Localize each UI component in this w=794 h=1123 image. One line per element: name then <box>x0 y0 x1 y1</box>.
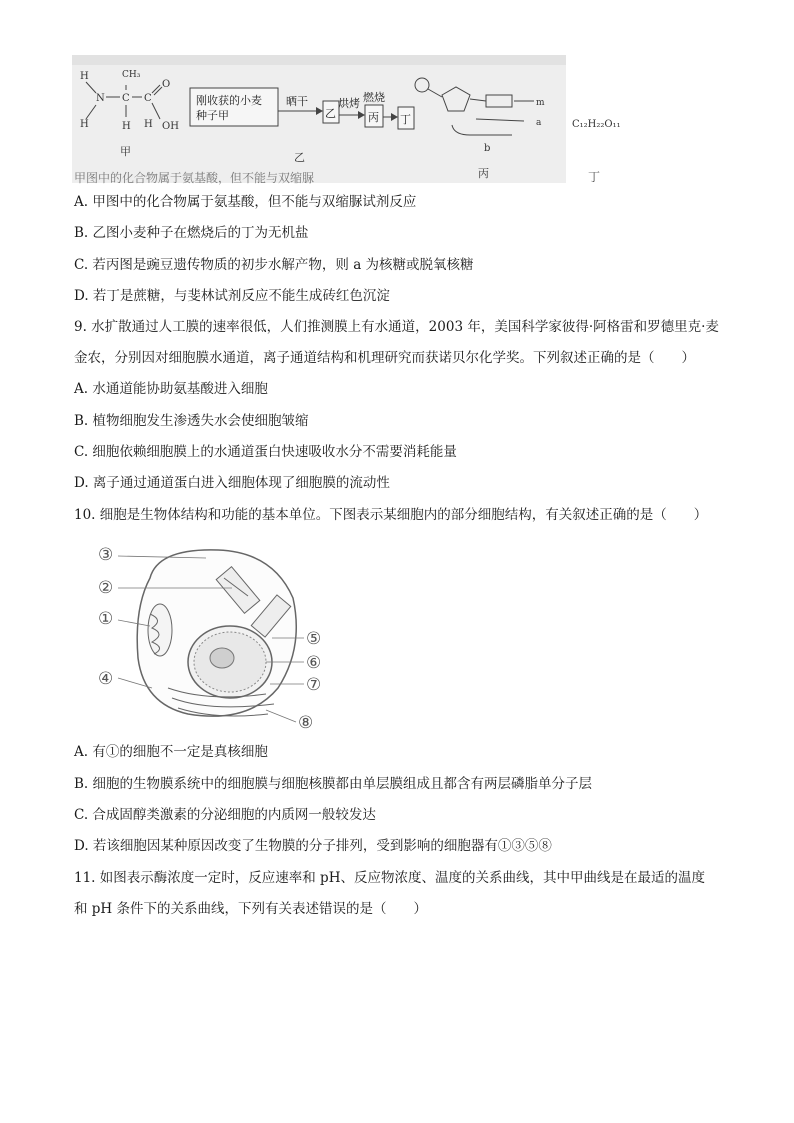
scan-cut-text: 甲图中的化合物属于氨基酸，但不能与双缩脲 <box>74 171 315 185</box>
figure-1-drawing <box>72 55 621 185</box>
struct-h-left-top: H <box>80 71 89 82</box>
node-yi: 乙 <box>325 107 336 120</box>
q8-option-d: D. 若丁是蔗糖，与斐林试剂反应不能生成砖红色沉淀 <box>74 288 390 304</box>
q9-stem-line-2: 金农，分别因对细胞膜水通道，离子通道结构和机理研究而获诺贝尔化学奖。下列叙述正确的是（ ） <box>74 350 695 366</box>
q8-option-a: A. 甲图中的化合物属于氨基酸，但不能与双缩脲试剂反应 <box>74 194 417 210</box>
q9-stem-line-1: 9. 水扩散通过人工膜的速率很低，人们推测膜上有水通道，2003 年，美国科学家彼得·阿格雷和罗德里克·麦 <box>74 319 719 335</box>
q9-option-a: A. 水通道能协助氨基酸进入细胞 <box>74 381 268 397</box>
q10-option-d: D. 若该细胞因某种原因改变了生物膜的分子排列，受到影响的细胞器有①③⑤⑧ <box>74 838 552 854</box>
label-ding: 丁 <box>588 170 601 184</box>
node-ding: 丁 <box>400 113 411 126</box>
node-bing: 丙 <box>368 111 379 124</box>
label-jia: 甲 <box>120 145 131 158</box>
struct-c-carboxyl: C <box>144 93 152 104</box>
box-line-1: 刚收获的小麦 <box>196 94 262 107</box>
q10-option-a: A. 有①的细胞不一定是真核细胞 <box>74 744 268 760</box>
figure-1-scan <box>72 55 621 185</box>
label-3: ③ <box>98 545 114 565</box>
label-4: ④ <box>98 669 114 689</box>
q9-option-c: C. 细胞依赖细胞膜上的水通道蛋白快速吸收水分不需要消耗能量 <box>74 444 457 460</box>
label-yi: 乙 <box>294 151 305 164</box>
struct-o: O <box>162 79 171 90</box>
formula-sucrose: C₁₂H₂₂O₁₁ <box>572 119 621 130</box>
q11-stem-line-1: 11. 如图表示酶浓度一定时，反应速率和 pH、反应物浓度、温度的关系曲线，其中甲曲线是在最适的温度 <box>74 870 705 886</box>
label-8: ⑧ <box>298 713 314 733</box>
step-sun-dry: 晒干 <box>286 95 308 108</box>
q10-option-c: C. 合成固醇类激素的分泌细胞的内质网一般较发达 <box>74 807 376 823</box>
q10-option-b: B. 细胞的生物膜系统中的细胞膜与细胞核膜都由单层膜组成且都含有两层磷脂单分子层 <box>74 776 593 792</box>
q11-stem-line-2: 和 pH 条件下的关系曲线，下列有关表述错误的是（ ） <box>74 901 427 917</box>
label-b: b <box>484 143 491 154</box>
q10-stem: 10. 细胞是生物体结构和功能的基本单位。下图表示某细胞内的部分细胞结构，有关叙述正确的是（ ） <box>74 507 708 523</box>
q8-option-c: C. 若丙图是豌豆遗传物质的初步水解产物，则 a 为核糖或脱氧核糖 <box>74 257 474 273</box>
struct-n: N <box>96 93 105 104</box>
q9-option-b: B. 植物细胞发生渗透失水会使细胞皱缩 <box>74 413 309 429</box>
struct-h-bottom: H <box>122 121 131 132</box>
label-6: ⑥ <box>306 653 322 673</box>
struct-h-left-bottom: H <box>80 119 89 130</box>
label-7: ⑦ <box>306 675 322 695</box>
q9-option-d: D. 离子通过通道蛋白进入细胞体现了细胞膜的流动性 <box>74 475 390 491</box>
label-1: ① <box>98 609 114 629</box>
label-bing: 丙 <box>478 167 489 180</box>
struct-h-bottom-2: H <box>144 119 153 130</box>
struct-oh: OH <box>162 121 179 132</box>
nucleolus <box>210 648 234 668</box>
label-m: m <box>536 98 545 108</box>
struct-ch3: CH₃ <box>122 70 141 80</box>
step-bake: 烘烤 <box>338 97 360 110</box>
label-5: ⑤ <box>306 629 322 649</box>
box-line-2: 种子甲 <box>196 109 229 122</box>
q8-option-b: B. 乙图小麦种子在燃烧后的丁为无机盐 <box>74 225 309 241</box>
step-burn: 燃烧 <box>363 91 385 104</box>
label-2: ② <box>98 578 114 598</box>
struct-c-alpha: C <box>122 93 130 104</box>
cell-structure-figure <box>98 538 330 734</box>
cell-structure-drawing <box>98 538 330 734</box>
label-a: a <box>536 118 542 128</box>
